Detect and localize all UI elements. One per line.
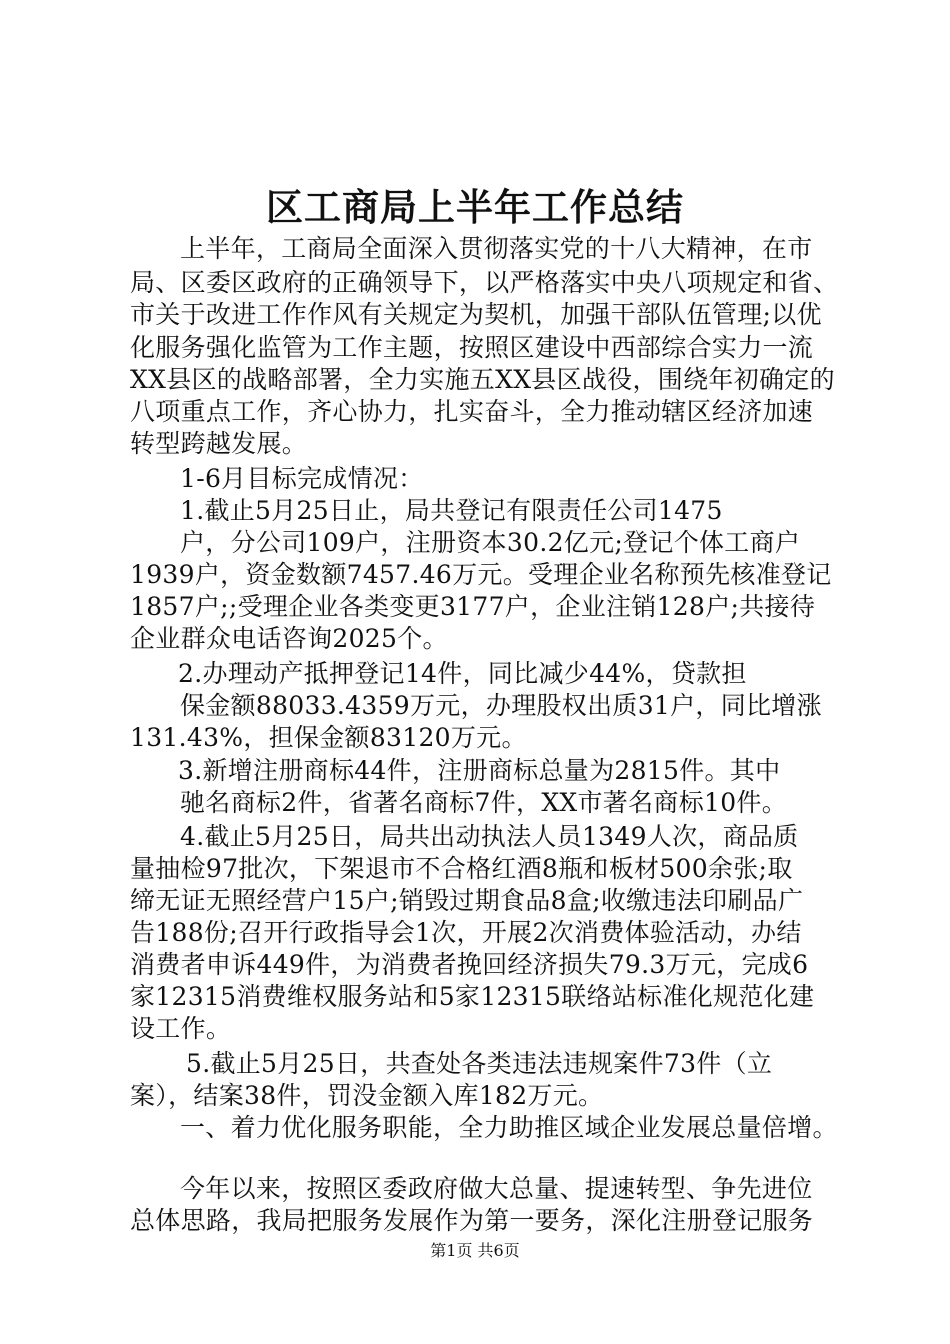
body-line: 告188份;召开行政指导会1次，开展2次消费体验活动，办结 [130, 918, 802, 947]
body-line: 家12315消费维权服务站和5家12315联络站标准化规范化建 [130, 982, 815, 1011]
body-line: 局、区委区政府的正确领导下，以严格落实中央八项规定和省、 [130, 268, 839, 297]
body-line: 1.截止5月25日止，局共登记有限责任公司1475 [180, 496, 723, 525]
body-line: 今年以来，按照区委政府做大总量、提速转型、争先进位 [180, 1174, 813, 1203]
body-line: 3.新增注册商标44件，注册商标总量为2815件。其中 [178, 756, 781, 785]
body-line: 缔无证无照经营户15户;销毁过期食品8盒;收缴违法印刷品广 [130, 886, 804, 915]
body-line: 消费者申诉449件，为消费者挽回经济损失79.3万元，完成6 [130, 950, 809, 979]
body-line: 2.办理动产抵押登记14件，同比减少44%，贷款担 [178, 659, 747, 688]
section-heading: 1-6月目标完成情况： [180, 464, 424, 493]
body-line: XX县区的战略部署，全力实施五XX县区战役，围绕年初确定的 [130, 365, 835, 394]
body-line: 131.43%，担保金额83120万元。 [130, 723, 527, 752]
body-line: 上半年，工商局全面深入贯彻落实党的十八大精神，在市 [180, 234, 813, 263]
body-line: 案），结案38件，罚没金额入库182万元。 [130, 1081, 604, 1110]
body-line: 4.截止5月25日，局共出动执法人员1349人次，商品质 [180, 822, 799, 851]
body-line: 八项重点工作，齐心协力，扎实奋斗，全力推动辖区经济加速 [130, 397, 814, 426]
body-line: 市关于改进工作作风有关规定为契机，加强干部队伍管理;以优 [130, 300, 822, 329]
body-line: 转型跨越发展。 [130, 429, 308, 458]
body-line: 户，分公司109户，注册资本30.2亿元;登记个体工商户 [180, 528, 801, 557]
section-heading: 一、着力优化服务职能，全力助推区域企业发展总量倍增。 [180, 1113, 838, 1142]
body-line: 驰名商标2件，省著名商标7件，XX市著名商标10件。 [180, 788, 788, 817]
document-title: 区工商局上半年工作总结 [266, 185, 684, 229]
body-line: 1939户，资金数额7457.46万元。受理企业名称预先核准登记 [130, 560, 832, 589]
body-line: 保金额88033.4359万元，办理股权出质31户，同比增涨 [180, 691, 822, 720]
body-line: 化服务强化监管为工作主题，按照区建设中西部综合实力一流 [130, 333, 814, 362]
body-line: 设工作。 [130, 1014, 232, 1043]
body-line: 总体思路，我局把服务发展作为第一要务，深化注册登记服务 [130, 1206, 814, 1235]
body-line: 量抽检97批次，下架退市不合格红酒8瓶和板材500余张;取 [130, 854, 793, 883]
body-line: 企业群众电话咨询2025个。 [130, 624, 448, 653]
body-line: 1857户;;受理企业各类变更3177户，企业注销128户;共接待 [130, 592, 816, 621]
page-footer: 第1页 共6页 [430, 1241, 520, 1260]
body-line: 5.截止5月25日，共查处各类违法违规案件73件（立 [186, 1049, 773, 1078]
